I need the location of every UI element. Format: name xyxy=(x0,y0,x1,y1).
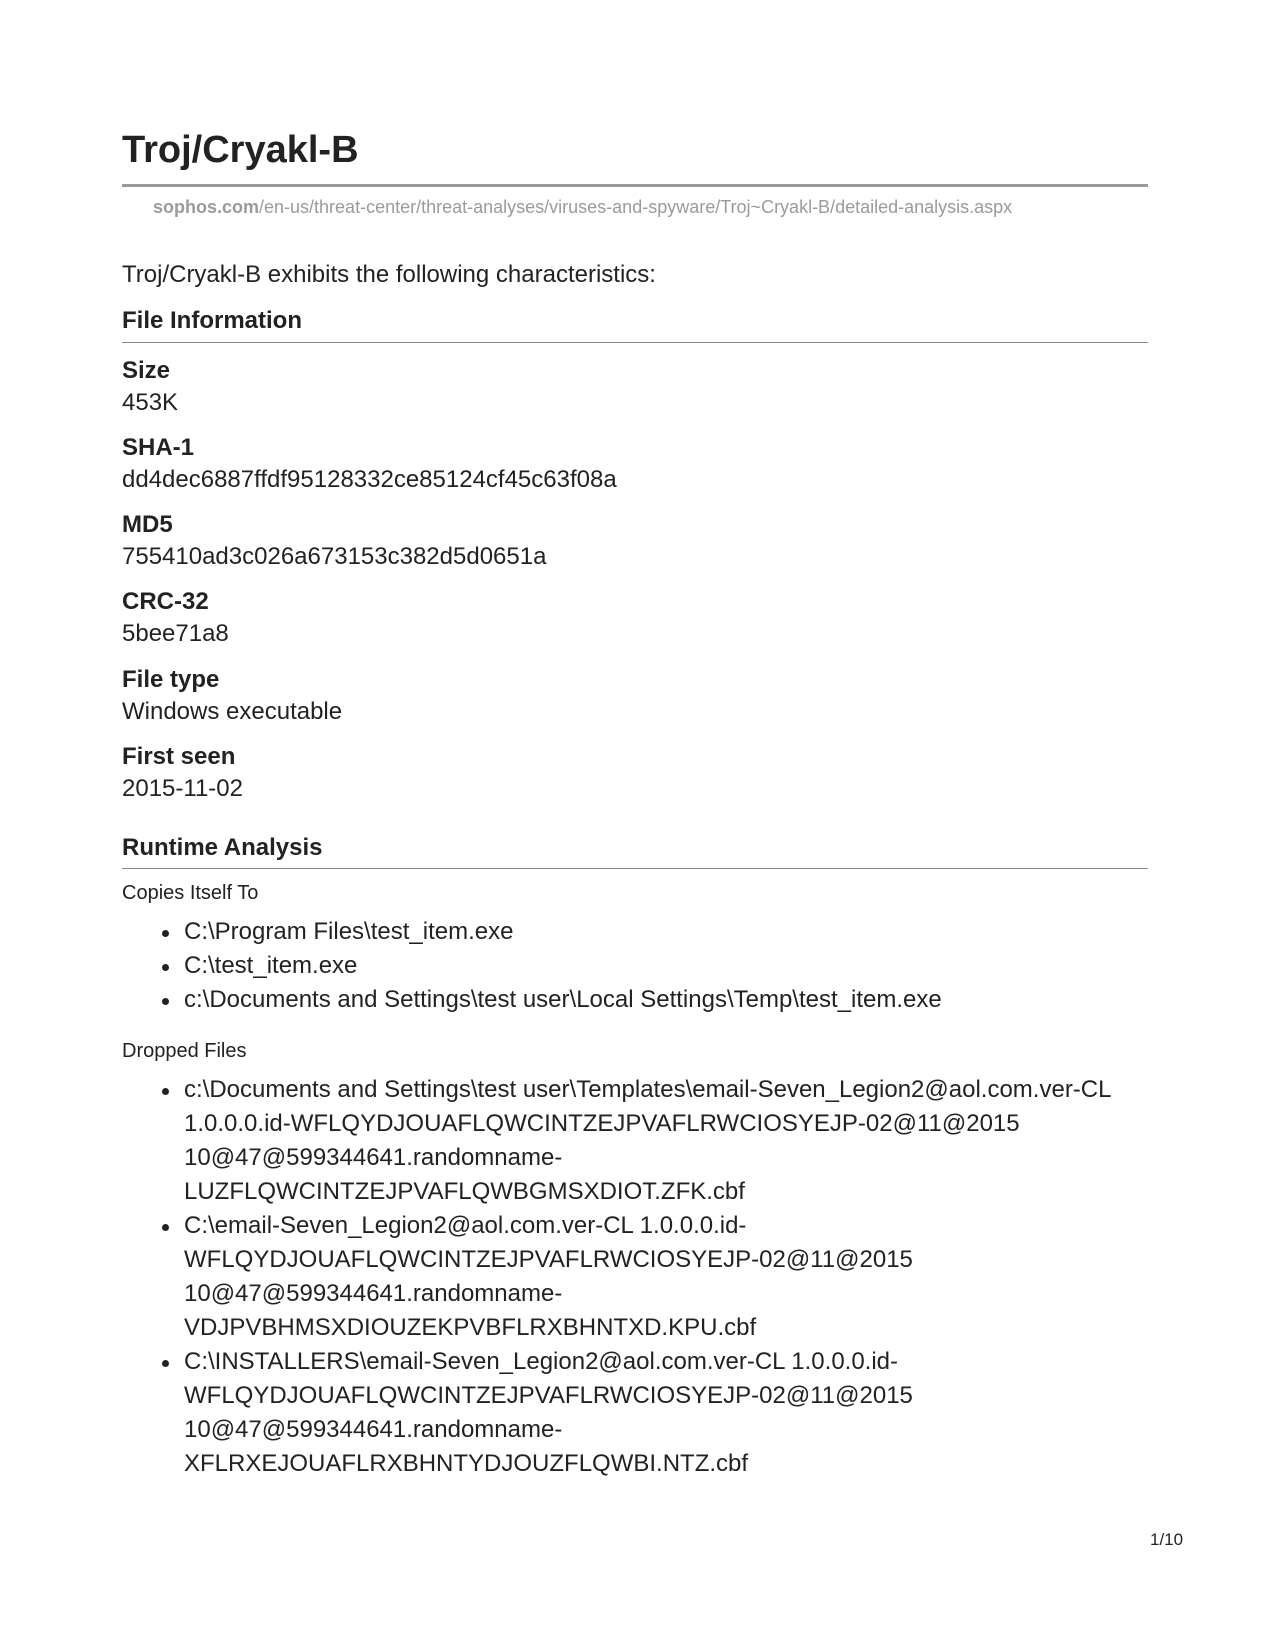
field-md5 xyxy=(122,509,546,573)
field-sha1 xyxy=(122,432,617,496)
path-line: c:\Documents and Settings\test user\Templates\email-Seven_Legion2@aol.com.ver-CL xyxy=(184,1076,1112,1103)
path-line: 10@47@599344641.randomname- xyxy=(184,1144,563,1171)
list-item xyxy=(184,1345,1148,1481)
path-line: WFLQYDJOUAFLQWCINTZEJPVAFLRWCIOSYEJP-02@11@2015 xyxy=(184,1382,913,1409)
copies-itself-to-label: Copies Itself To xyxy=(122,882,259,904)
path-line: LUZFLQWCINTZEJPVAFLQWBGMSXDIOT.ZFK.cbf xyxy=(184,1178,745,1205)
field-crc32 xyxy=(122,586,229,650)
path-line: WFLQYDJOUAFLQWCINTZEJPVAFLRWCIOSYEJP-02@11@2015 xyxy=(184,1246,913,1273)
title-divider xyxy=(122,184,1148,187)
page-title: Troj/Cryakl-B xyxy=(122,129,359,171)
path-line: XFLRXEJOUAFLRXBHNTYDJOUZFLQWBI.NTZ.cbf xyxy=(184,1450,749,1477)
list-item: c:\Documents and Settings\test user\Local Settings\Temp\test_item.exe xyxy=(184,983,1148,1017)
runtime-analysis-divider xyxy=(122,868,1148,869)
path-line: C:\email-Seven_Legion2@aol.com.ver-CL 1.0.0.0.id- xyxy=(184,1212,747,1239)
list-item: C:\test_item.exe xyxy=(184,949,1148,983)
field-label: CRC-32 xyxy=(122,588,209,615)
field-label: First seen xyxy=(122,743,236,770)
list-item xyxy=(184,1073,1148,1209)
field-value: dd4dec6887ffdf95128332ce85124cf45c63f08a xyxy=(122,466,617,493)
list-item: C:\Program Files\test_item.exe xyxy=(184,915,1148,949)
field-label: SHA-1 xyxy=(122,434,195,461)
runtime-analysis-heading: Runtime Analysis xyxy=(122,834,323,861)
intro-text: Troj/Cryakl-B exhibits the following characteristics: xyxy=(122,261,656,288)
field-value: Windows executable xyxy=(122,698,343,725)
dropped-files-list xyxy=(122,1073,1148,1481)
field-label: File type xyxy=(122,666,220,693)
page-number: 1/10 xyxy=(1150,1530,1184,1549)
field-first-seen xyxy=(122,741,243,805)
path-line: 10@47@599344641.randomname- xyxy=(184,1280,563,1307)
field-file-type xyxy=(122,664,342,728)
source-domain: sophos.com xyxy=(153,197,260,217)
list-item xyxy=(184,1209,1148,1345)
source-url[interactable] xyxy=(153,196,1012,218)
path-line: VDJPVBHMSXDIOUZEKPVBFLRXBHNTXD.KPU.cbf xyxy=(184,1314,757,1341)
path-line: C:\INSTALLERS\email-Seven_Legion2@aol.com.ver-CL 1.0.0.0.id- xyxy=(184,1348,899,1375)
copies-itself-to-list xyxy=(122,915,1148,1017)
field-value: 755410ad3c026a673153c382d5d0651a xyxy=(122,543,547,570)
field-label: MD5 xyxy=(122,511,173,538)
file-information-divider xyxy=(122,342,1148,343)
source-path: /en-us/threat-center/threat-analyses/viruses-and-spyware/Troj~Cryakl-B/detailed-analysis.aspx xyxy=(259,197,1013,217)
field-size xyxy=(122,355,178,419)
field-label: Size xyxy=(122,357,171,384)
path-line: 10@47@599344641.randomname- xyxy=(184,1416,563,1443)
file-information-heading: File Information xyxy=(122,307,302,334)
dropped-files-label: Dropped Files xyxy=(122,1040,247,1062)
path-line: 1.0.0.0.id-WFLQYDJOUAFLQWCINTZEJPVAFLRWCIOSYEJP-02@11@2015 xyxy=(184,1110,1020,1137)
field-value: 5bee71a8 xyxy=(122,620,229,647)
field-value: 2015-11-02 xyxy=(122,775,243,802)
field-value: 453K xyxy=(122,389,179,416)
